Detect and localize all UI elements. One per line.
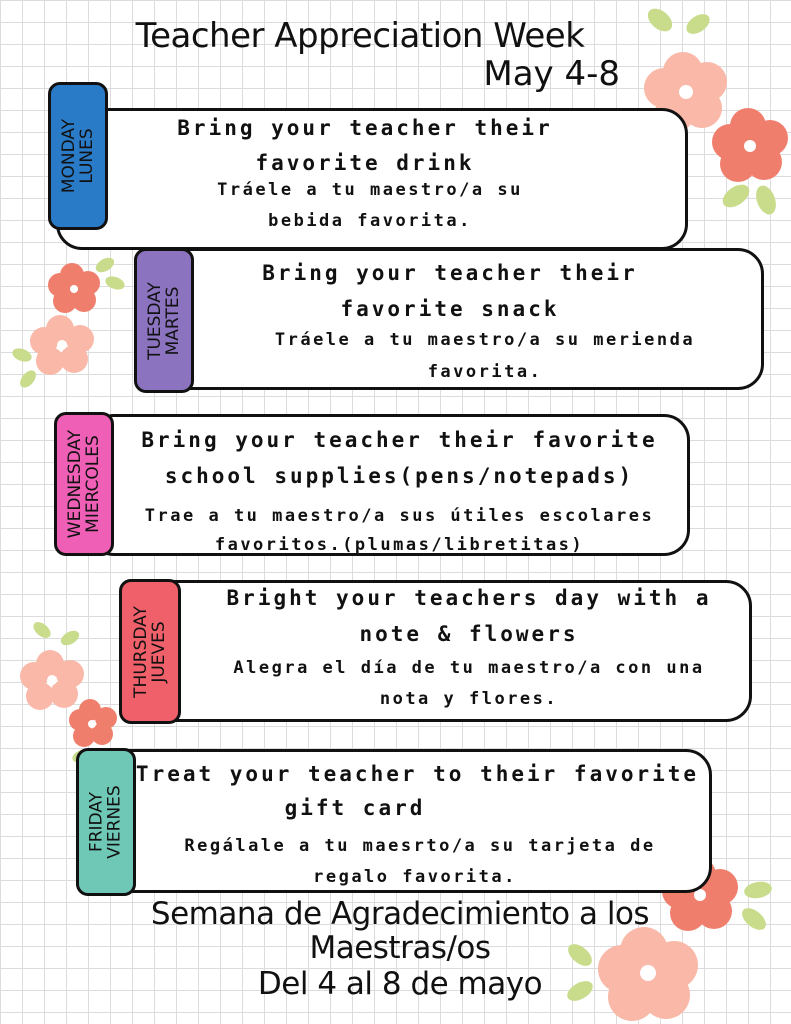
activity-english-line: favorite drink <box>255 151 475 175</box>
page-title: Teacher Appreciation Week <box>135 16 585 56</box>
activity-english-line: note & flowers <box>359 622 579 646</box>
activity-spanish-line: Alegra el día de tu maestro/a con una <box>233 658 705 678</box>
activity-english-line: Treat your teacher to their favorite <box>135 762 700 786</box>
activity-english-line: Bright your teachers day with a <box>226 586 712 610</box>
day-tab-label <box>66 430 102 538</box>
day-tab-tuesday <box>134 248 194 393</box>
day-label-es: VIERNES <box>105 785 126 859</box>
activity-spanish-line: Trae a tu maestro/a sus útiles escolares <box>144 506 655 526</box>
day-tab-label <box>60 119 96 193</box>
day-tab-friday <box>76 748 136 896</box>
day-tab-label <box>146 282 182 360</box>
day-label-es: JUEVES <box>149 620 170 683</box>
footer-spanish-dates: Del 4 al 8 de mayo <box>257 966 543 1002</box>
activity-spanish-line: bebida favorita. <box>268 211 472 231</box>
day-label-en: FRIDAY <box>87 791 108 853</box>
day-tab-thursday <box>119 579 181 724</box>
activity-spanish-line: nota y flores. <box>379 689 559 709</box>
day-label-en: MONDAY <box>59 118 80 194</box>
page-dates: May 4-8 <box>483 54 620 94</box>
activity-english-line: school supplies(pens/notepads) <box>164 464 635 488</box>
activity-spanish-line: Tráele a tu maestro/a su <box>217 180 523 200</box>
day-label-es: LUNES <box>77 128 98 184</box>
day-label-en: THURSDAY <box>131 605 152 698</box>
day-label-es: MIERCOLES <box>83 435 103 533</box>
activity-english-line: Bring your teacher their <box>262 261 638 285</box>
activity-english-line: favorite snack <box>340 297 560 321</box>
day-label-en: TUESDAY <box>145 281 166 360</box>
activity-spanish-line: favoritos.(plumas/libretitas) <box>214 535 585 555</box>
activity-spanish-line: Regálale a tu maesrto/a su tarjeta de <box>184 836 656 856</box>
activity-spanish-line: favorita. <box>427 362 543 382</box>
activity-spanish-line: Tráele a tu maestro/a su merienda <box>274 330 696 350</box>
day-label-es: MARTES <box>163 286 184 355</box>
activity-english-line: Bring your teacher their <box>177 116 553 140</box>
footer-spanish-subtitle: Maestras/os <box>309 930 491 966</box>
footer-spanish-title: Semana de Agradecimiento a los <box>150 896 650 932</box>
activity-english-line: gift card <box>284 796 426 820</box>
day-label-en: WEDNESDAY <box>65 429 85 539</box>
activity-spanish-line: regalo favorita. <box>313 867 517 887</box>
activity-english-line: Bring your teacher their favorite <box>141 428 658 452</box>
day-tab-label <box>132 606 168 698</box>
day-tab-wednesday <box>54 412 114 556</box>
flower-decoration-left-1 <box>10 255 130 395</box>
day-tab-monday <box>48 82 108 230</box>
day-tab-label <box>88 785 124 858</box>
